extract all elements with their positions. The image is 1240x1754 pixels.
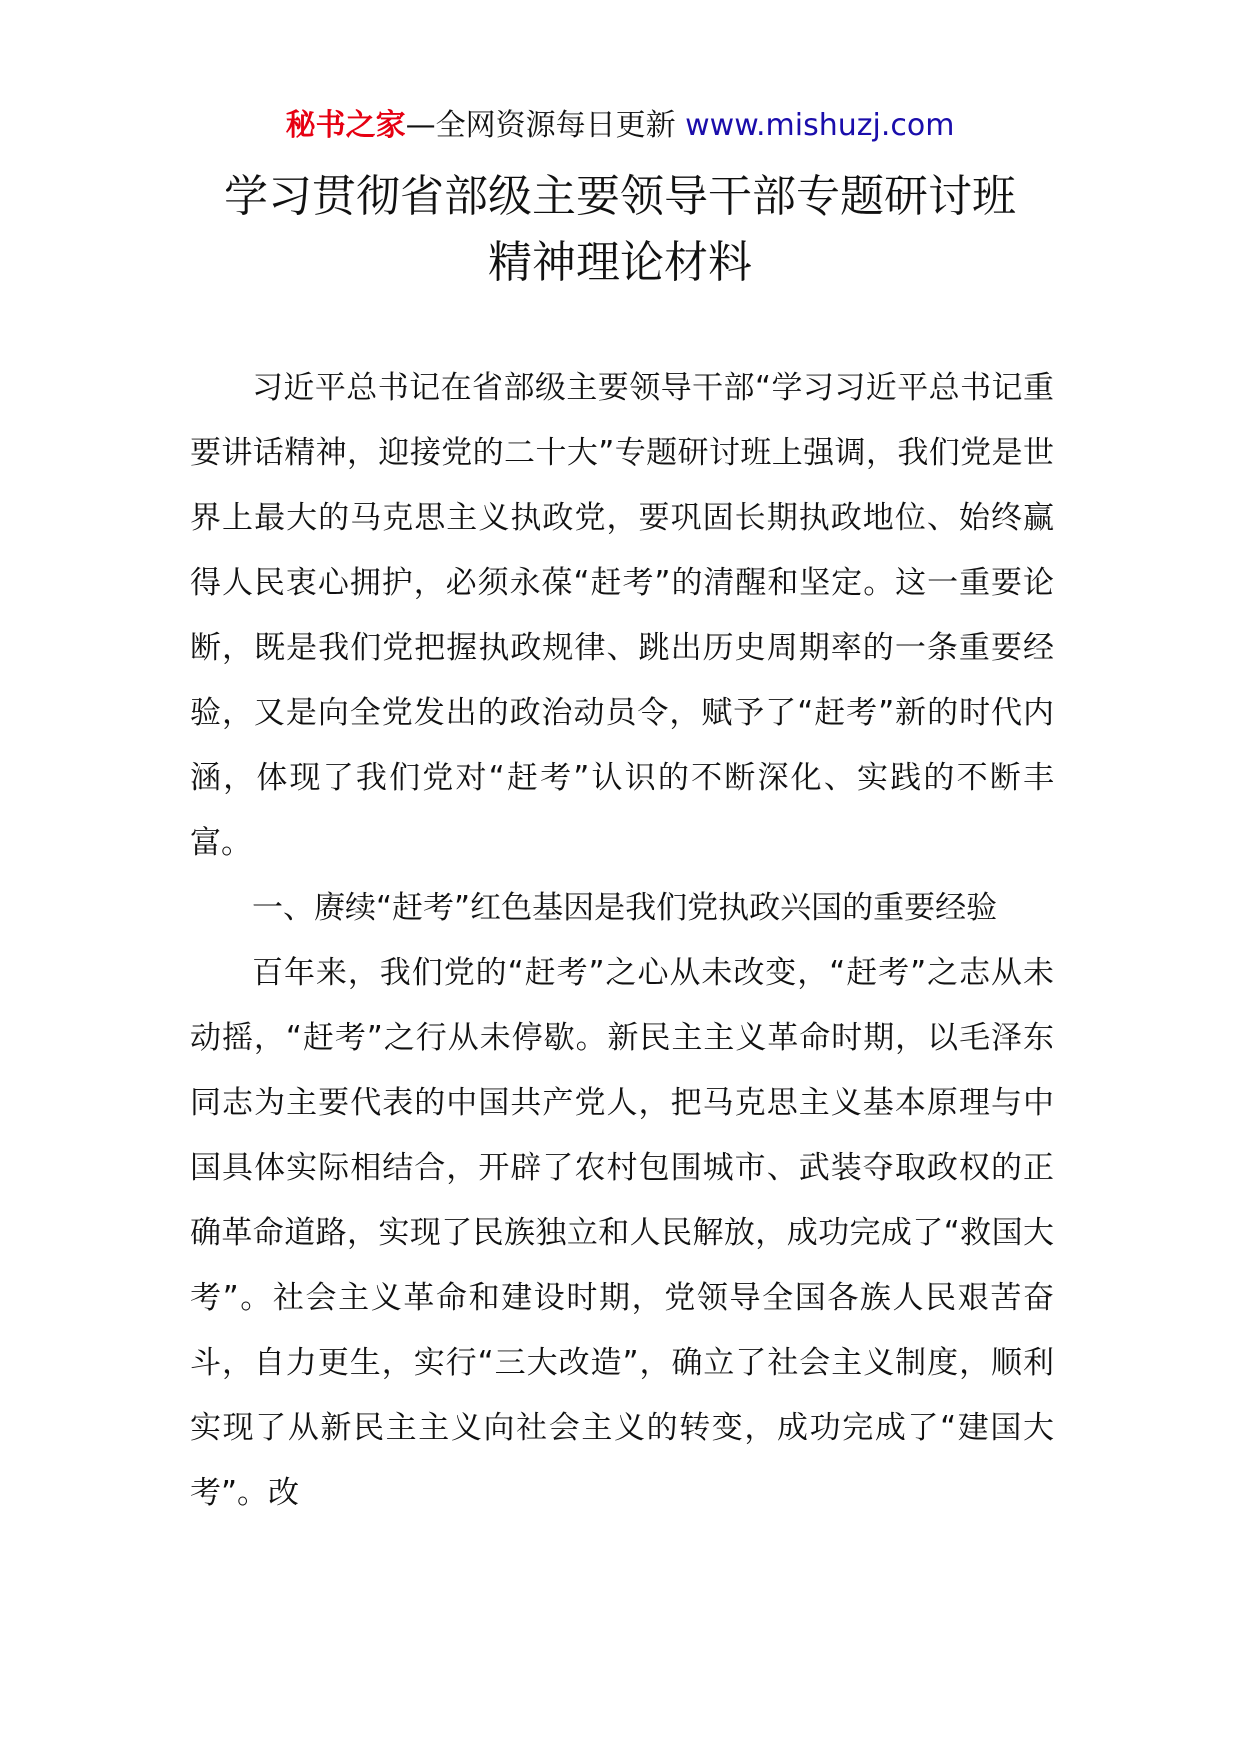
paragraph-intro: 习近平总书记在省部级主要领导干部“学习习近平总书记重要讲话精神，迎接党的二十大”专题研讨班上强调，我们党是世界上最大的马克思主义执政党，要巩固长期执政地位、始终赢得人民衷心拥护，必须永葆“赶考”的清醒和坚定。这一重要论断，既是我们党把握执政规律、跳出历史周期率的一条重要经验，又是向全党发出的政治动员令，赋予了“赶考”新的时代内涵，体现了我们党对“赶考”认识的不断深化、实践的不断丰富。 <box>190 370 1054 861</box>
site-url-link[interactable]: www.mishuzj.com <box>685 108 955 143</box>
section-heading-1: 一、赓续“赶考”红色基因是我们党执政兴国的重要经验 <box>252 890 998 926</box>
site-tagline: —全网资源每日更新 <box>405 108 686 143</box>
paragraph-section-1: 百年来，我们党的“赶考”之心从未改变，“赶考”之志从未动摇，“赶考”之行从未停歇。新民主主义革命时期，以毛泽东同志为主要代表的中国共产党人，把马克思主义基本原理与中国具体实际相结合，开辟了农村包围城市、武装夺取政权的正确革命道路，实现了民族独立和人民解放，成功完成了“救国大考”。社会主义革命和建设时期，党领导全国各族人民艰苦奋斗，自力更生，实行“三大改造”，确立了社会主义制度，顺利实现了从新民主主义向社会主义的转变，成功完成了“建国大考”。改 <box>190 955 1054 1511</box>
site-brand: 秘书之家 <box>285 108 406 143</box>
site-header <box>0 104 1240 148</box>
title-line-2: 精神理论材料 <box>488 237 752 288</box>
document-title <box>0 164 1240 296</box>
title-line-1: 学习贯彻省部级主要领导干部专题研讨班 <box>224 171 1016 222</box>
document-body <box>190 356 1054 1526</box>
